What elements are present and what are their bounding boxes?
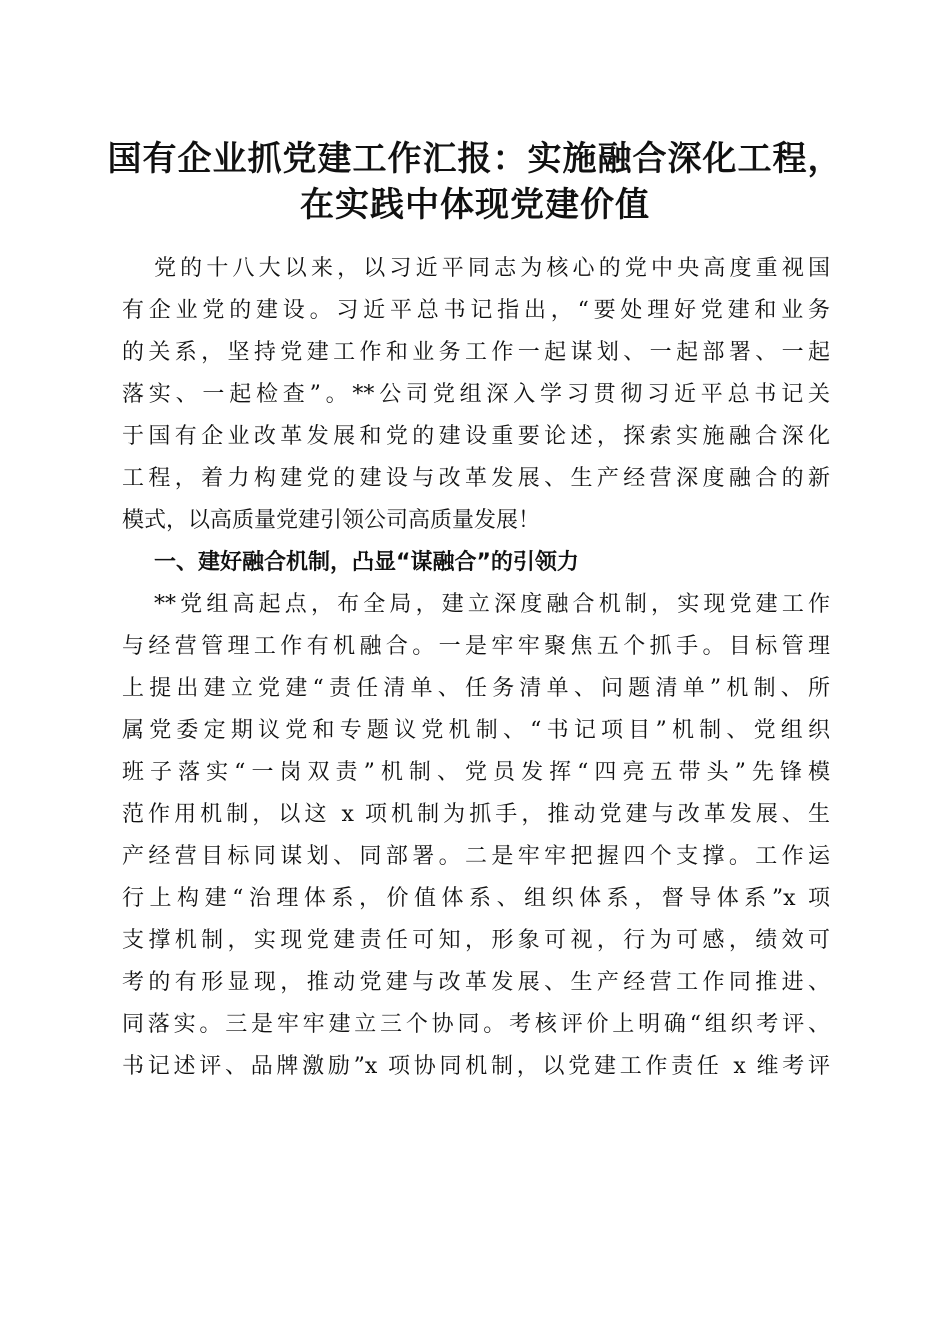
paragraph-1-line: 于国有企业改革发展和党的建设重要论述，探索实施融合深化 — [122, 424, 830, 449]
paragraph-1-line: 有企业党的建设。习近平总书记指出，“要处理好党建和业务 — [122, 298, 830, 323]
paragraph-2-line: 同落实。三是牢牢建立三个协同。考核评价上明确“组织考评、 — [122, 1012, 830, 1037]
paragraph-2-line: 与经营管理工作有机融合。一是牢牢聚焦五个抓手。目标管理 — [122, 634, 830, 659]
paragraph-1-line: 工程，着力构建党的建设与改革发展、生产经营深度融合的新 — [122, 466, 830, 491]
paragraph-2-line: 上提出建立党建“责任清单、任务清单、问题清单”机制、所 — [122, 676, 830, 701]
paragraph-2-line: 考的有形显现，推动党建与改革发展、生产经营工作同推进、 — [122, 970, 830, 995]
paragraph-2-line: 班子落实“一岗双责”机制、党员发挥“四亮五带头”先锋模 — [122, 760, 830, 785]
document-body — [122, 248, 830, 1088]
paragraph-1-line: 的关系，坚持党建工作和业务工作一起谋划、一起部署、一起 — [122, 340, 830, 365]
paragraph-2-line: **党组高起点，布全局，建立深度融合机制，实现党建工作 — [154, 592, 830, 617]
paragraph-2-line: 产经营目标同谋划、同部署。二是牢牢把握四个支撑。工作运 — [122, 844, 830, 869]
paragraph-2-line: 行上构建“治理体系，价值体系、组织体系，督导体系”x 项 — [122, 886, 830, 911]
paragraph-1-line: 党的十八大以来，以习近平同志为核心的党中央高度重视国 — [154, 256, 830, 281]
paragraph-1-line: 落实、一起检查”。**公司党组深入学习贯彻习近平总书记关 — [122, 382, 830, 407]
paragraph-1-line: 模式，以高质量党建引领公司高质量发展！ — [122, 508, 541, 533]
paragraph-2-line: 书记述评、品牌激励”x 项协同机制，以党建工作责任 x 维考评 — [122, 1054, 830, 1079]
paragraph-2-line: 范作用机制，以这 x 项机制为抓手，推动党建与改革发展、生 — [122, 802, 830, 827]
section-heading-1: 一、建好融合机制，凸显“谋融合”的引领力 — [154, 550, 579, 575]
document-title-line-1: 国有企业抓党建工作汇报：实施融合深化工程， — [107, 139, 843, 179]
paragraph-2-line: 支撑机制，实现党建责任可知，形象可视，行为可感，绩效可 — [122, 928, 830, 953]
paragraph-2-line: 属党委定期议党和专题议党机制、“书记项目”机制、党组织 — [122, 718, 830, 743]
document-title-line-2: 在实践中体现党建价值 — [300, 185, 650, 225]
